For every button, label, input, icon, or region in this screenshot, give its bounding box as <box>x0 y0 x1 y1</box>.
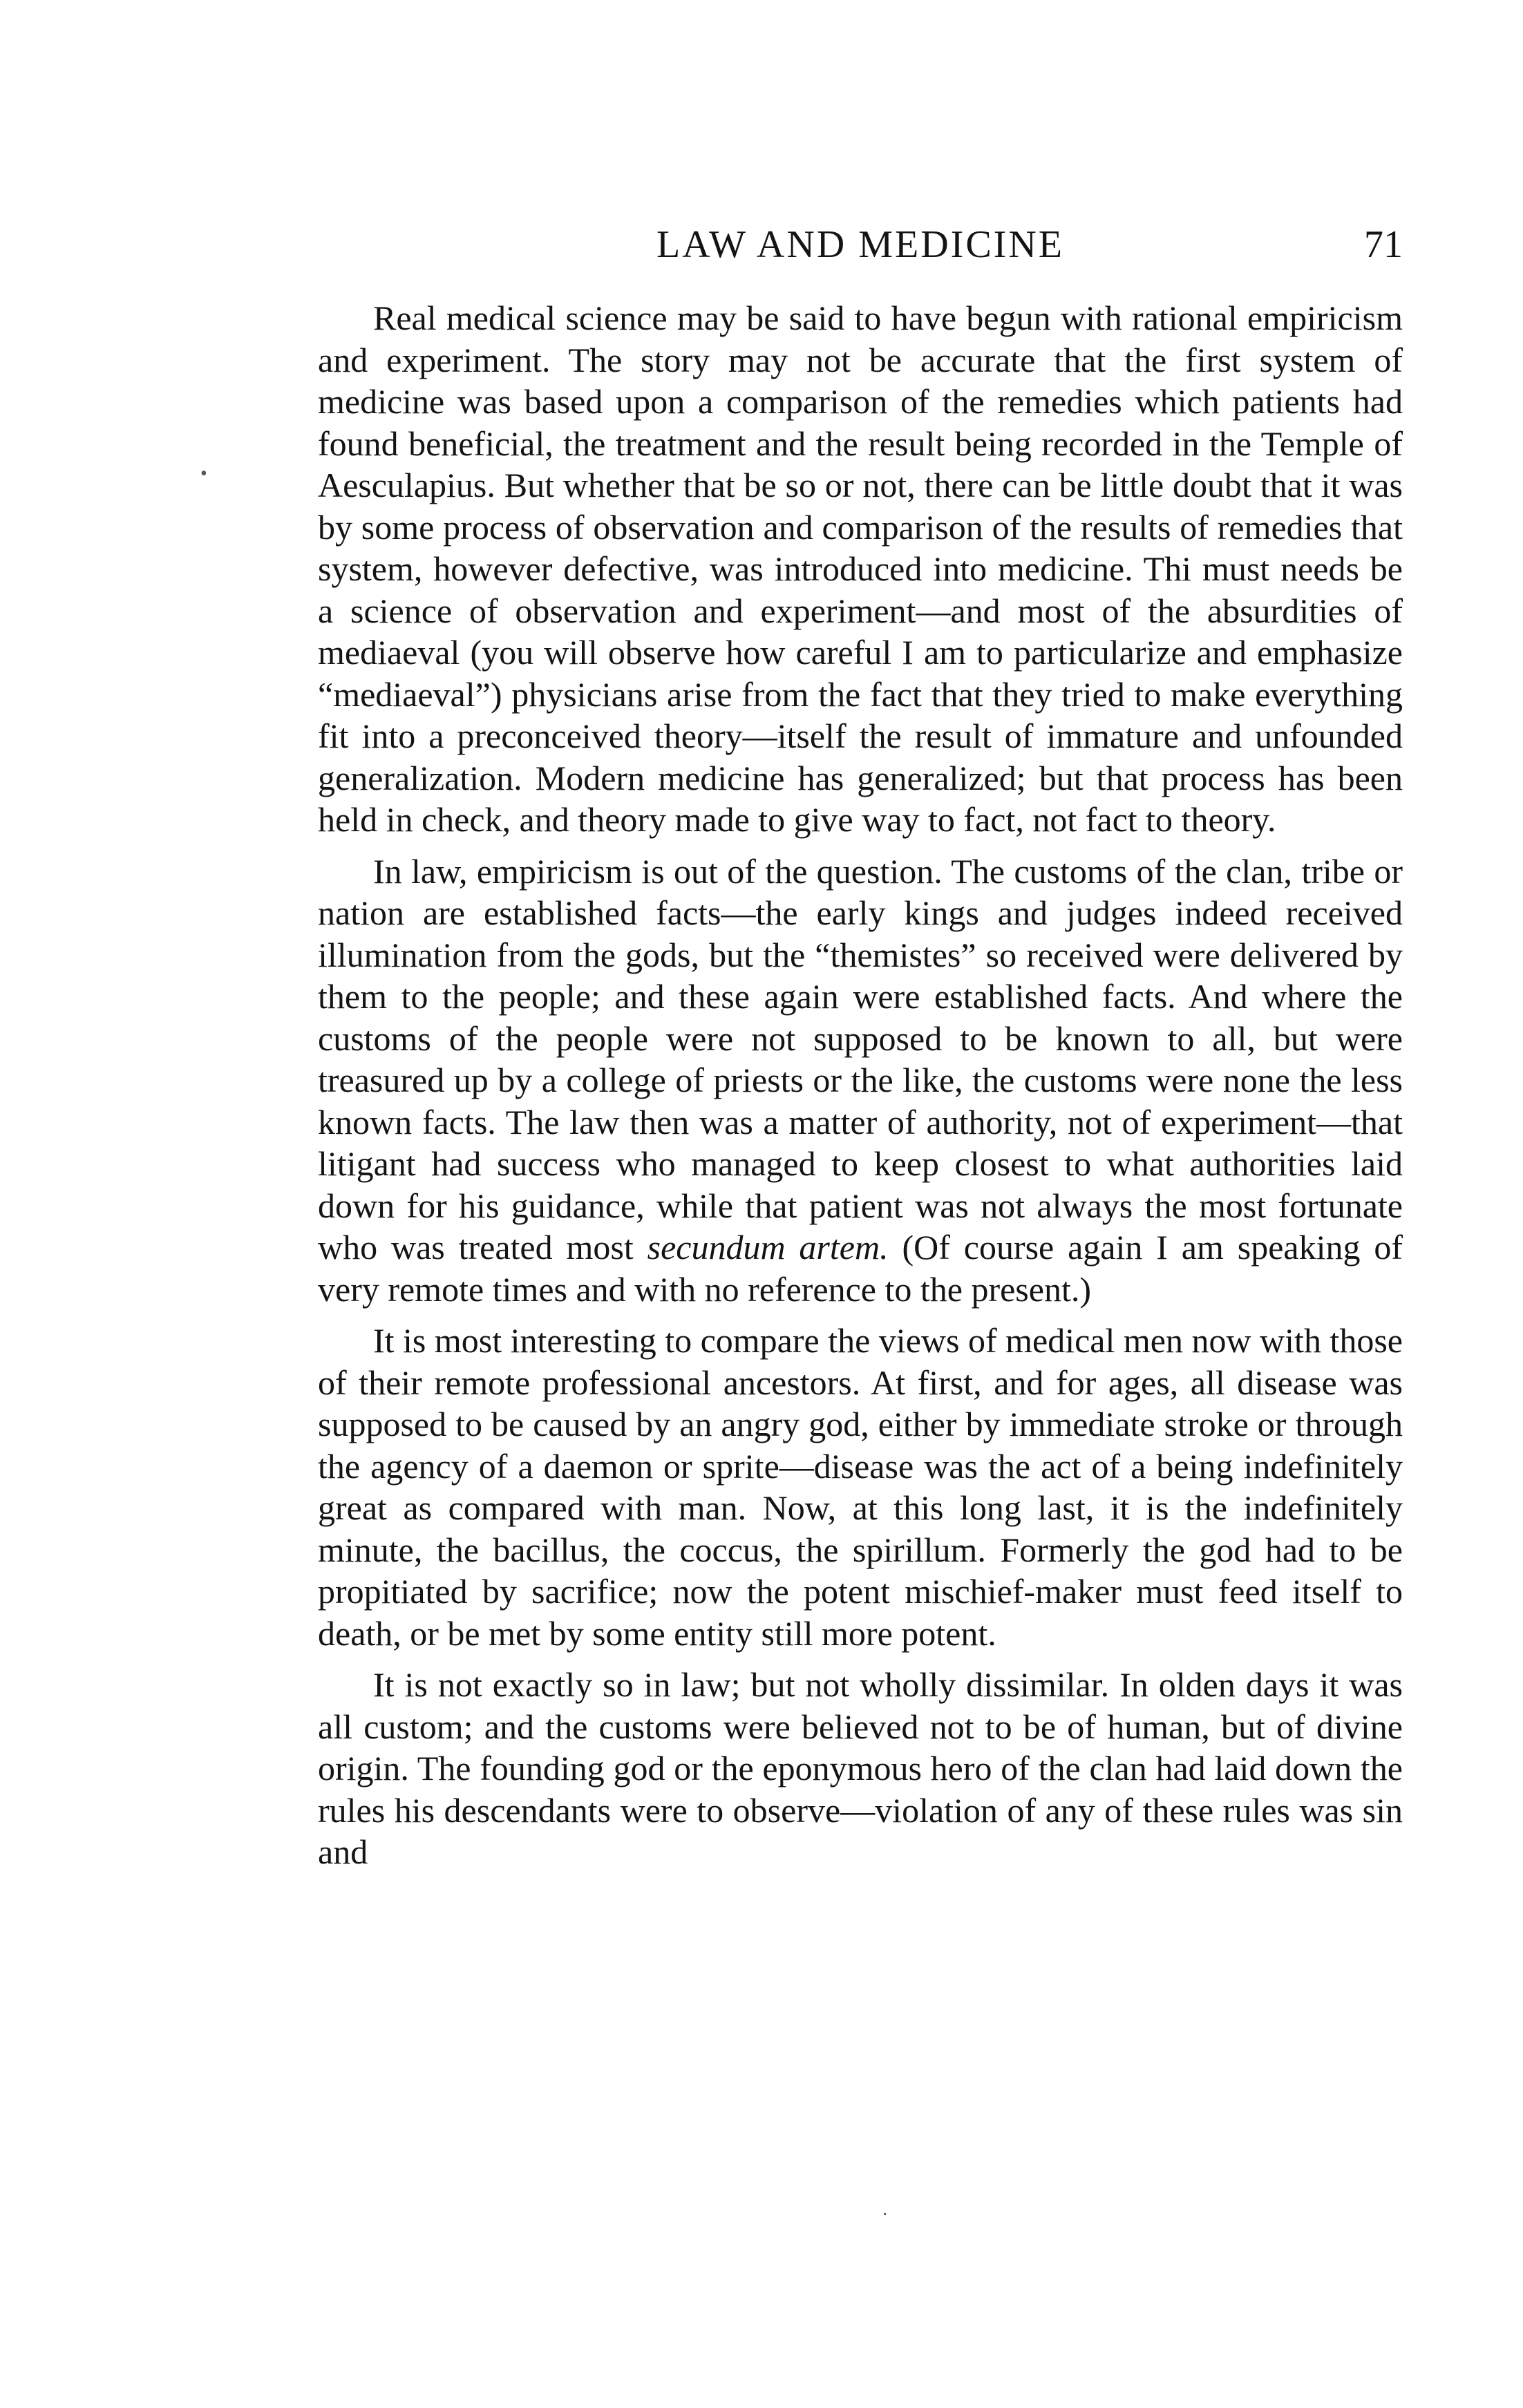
body-text <box>318 297 1403 1883</box>
paragraph-4 <box>318 1664 1403 1873</box>
scan-speck: · <box>882 2204 889 2226</box>
running-title: LAW AND MEDICINE <box>656 223 1064 266</box>
paragraph-4-text: It is not exactly so in law; but not wholly dissimilar. In olden days it was all custom; and the customs were believed not to be of human, but of divine origin. The founding god or the eponymous hero of the clan had laid down the rules his descendants were to observe—violation of any of these rules was sin and <box>318 1665 1403 1871</box>
page-header <box>318 216 1403 274</box>
scan-speck: • <box>200 463 207 484</box>
paragraph-3 <box>318 1320 1403 1654</box>
paragraph-2 <box>318 851 1403 1311</box>
paragraph-2-text-end: (Of course again I am speaking of very remote times and with no reference to the present.) <box>318 1228 1403 1309</box>
paragraph-2-text: In law, empiricism is out of the question. The customs of the clan, tribe or nation are established facts—the early kings and judges indeed received illumination from the gods, but the “themistes” so received were delivered by them to the people; and these again were established facts. And where the customs of the people were not supposed to be known to all, but were treasured up by a college of priests or the like, the customs were none the less known facts. The law then was a matter of authority, not of experiment—that litigant had success who managed to keep closest to what authorities laid down for his guidance, while that patient was not always the most fortunate who was treated most <box>318 851 1403 1267</box>
page-number: 71 <box>1364 223 1403 266</box>
paragraph-2-latin-phrase: secundum artem. <box>647 1228 889 1267</box>
paragraph-1 <box>318 297 1403 841</box>
paragraph-3-text: It is most interesting to compare the views of medical men now with those of their remote professional ancestors. At first, and for ages, all disease was supposed to be caused by an angry god, either by immediate stroke or through the agency of a daemon or sprite—disease was the act of a being indefinitely great as compared with man. Now, at this long last, it is the indefinitely minute, the bacillus, the coccus, the spirillum. Formerly the god had to be propitiated by sacrifice; now the potent mischief-maker must feed itself to death, or be met by some entity still more potent. <box>318 1321 1403 1653</box>
paragraph-1-text: Real medical science may be said to have begun with rational empiricism and experiment. The story may not be accurate that the first system of medicine was based upon a comparison of the remedies which patients had found beneficial, the treatment and the result being recorded in the Temple of Aesculapius. But whether that be so or not, there can be little doubt that it was by some process of observation and comparison of the results of remedies that system, however defective, was introduced into medicine. Thi must needs be a science of observation and experiment—and most of the absurdities of mediaeval (you will observe how careful I am to particularize and emphasize “mediaeval”) physicians arise from the fact that they tried to make everything fit into a preconceived theory—itself the result of immature and unfounded generalization. Modern medicine has generalized; but that process has been held in check, and theory made to give way to fact, not fact to theory. <box>318 298 1403 839</box>
